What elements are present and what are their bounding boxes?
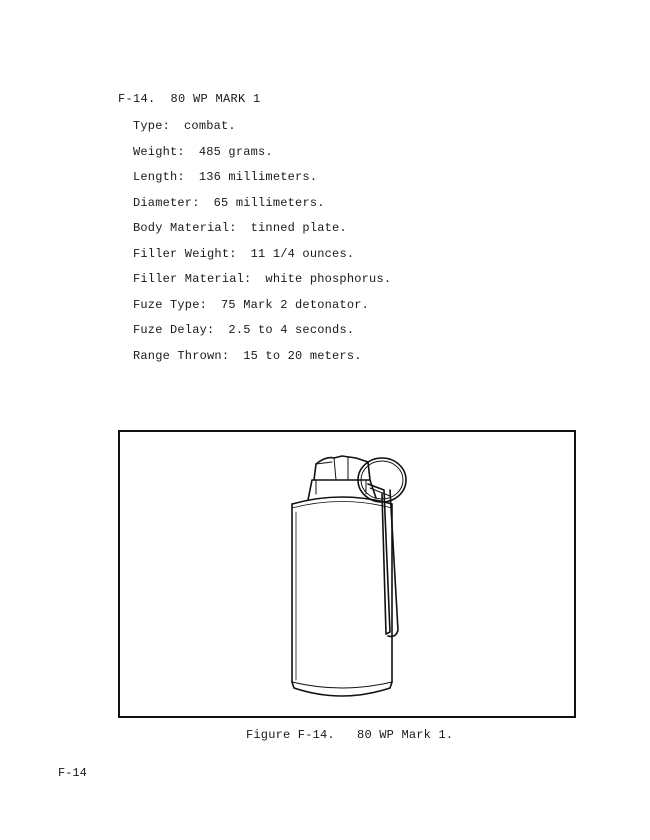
spec-value: 2.5 to 4 seconds. — [228, 323, 355, 337]
spec-row-filler-material — [133, 271, 391, 297]
section-heading — [118, 92, 261, 106]
spec-row-fuze-delay — [133, 322, 391, 348]
spec-row-body-material — [133, 220, 391, 246]
spec-label: Weight: — [133, 144, 185, 159]
figure-frame — [118, 430, 576, 718]
section-number: F-14. — [118, 92, 156, 106]
spec-label: Diameter: — [133, 195, 200, 210]
spec-row-range-thrown — [133, 348, 391, 374]
spec-row-weight — [133, 144, 391, 170]
section-title: 80 WP MARK 1 — [170, 92, 261, 106]
spec-value: 485 grams. — [198, 144, 273, 159]
spec-row-filler-weight — [133, 246, 391, 272]
spec-row-length — [133, 169, 391, 195]
spec-label: Filler Weight: — [133, 246, 237, 261]
grenade-bottom-cap — [292, 682, 392, 696]
grenade-body — [292, 504, 392, 682]
spec-label: Fuze Delay: — [133, 323, 215, 337]
spec-row-fuze-type — [133, 297, 391, 323]
spec-value: tinned plate. — [250, 221, 347, 235]
figure-caption — [246, 728, 453, 742]
spec-row-type — [133, 118, 391, 144]
spec-label: Fuze Type: — [133, 297, 208, 312]
spec-value: 65 millimeters. — [213, 195, 325, 210]
spec-value: 136 millimeters. — [198, 170, 318, 184]
spec-value: 11 1/4 ounces. — [250, 246, 355, 261]
grenade-illustration — [120, 432, 574, 716]
caption-title: 80 WP Mark 1. — [357, 728, 454, 742]
page-number: F-14 — [58, 766, 87, 780]
spec-value: white phosphorus. — [265, 272, 392, 286]
spec-label: Length: — [133, 170, 185, 184]
spec-label: Filler Material: — [133, 272, 252, 286]
spec-label: Range Thrown: — [133, 348, 230, 363]
spec-row-diameter — [133, 195, 391, 221]
spec-value: 15 to 20 meters. — [243, 348, 362, 363]
specification-list — [133, 118, 391, 373]
spec-value: combat. — [184, 119, 236, 133]
spec-label: Body Material: — [133, 221, 237, 235]
spec-label: Type: — [133, 119, 171, 133]
caption-label: Figure F-14. — [246, 728, 335, 742]
spec-value: 75 Mark 2 detonator. — [221, 297, 370, 312]
